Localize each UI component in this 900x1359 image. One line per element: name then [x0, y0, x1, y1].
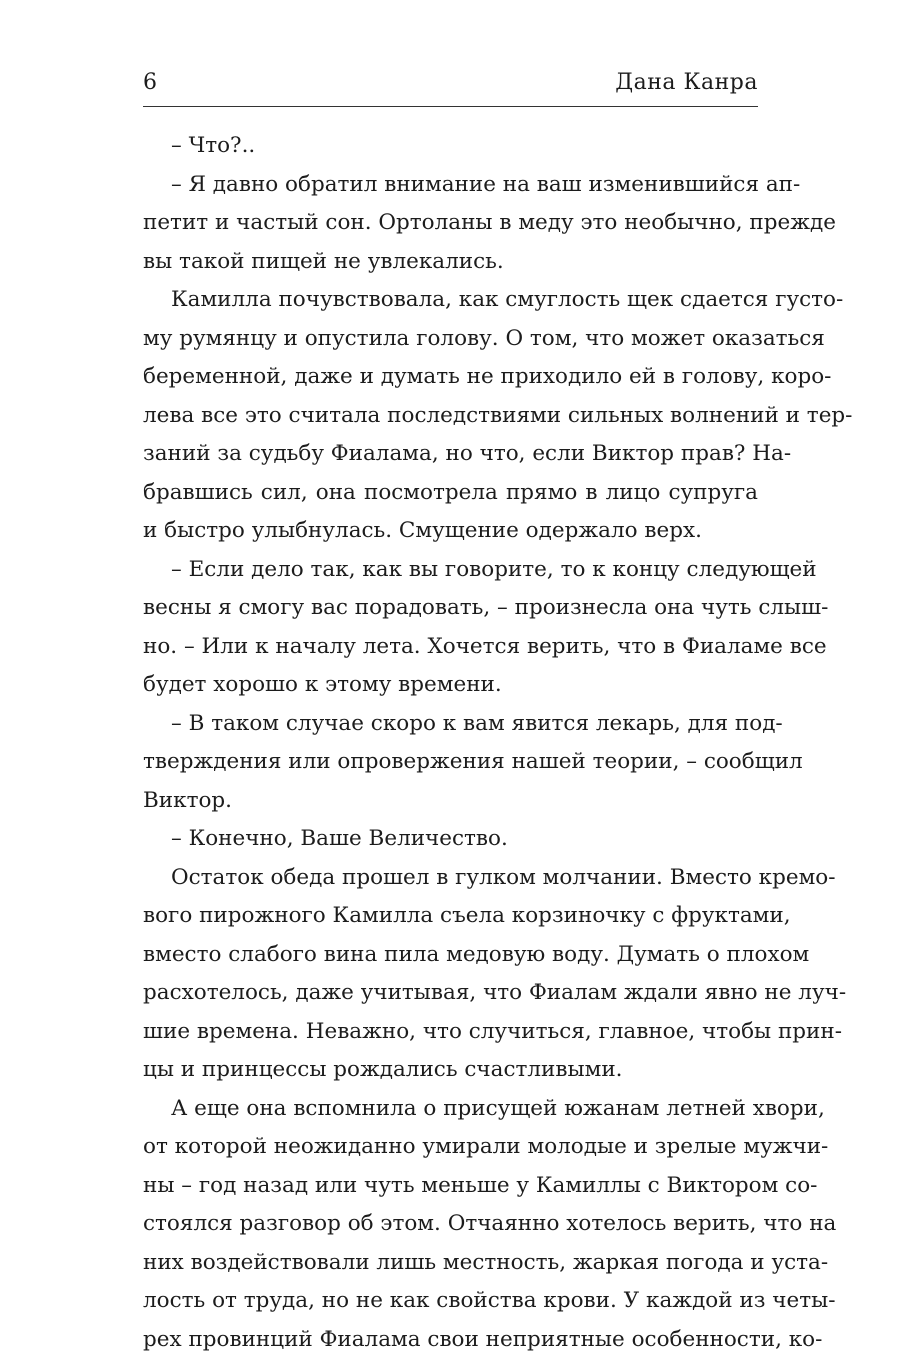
text-line: вместо слабого вина пила медовую воду. Думать о плохом [143, 936, 758, 975]
text-line: них воздействовали лишь местность, жаркая погода и уста- [143, 1244, 758, 1283]
text-line: Камилла почувствовала, как смуглость щек сдается густо- [143, 281, 758, 320]
text-line: вого пирожного Камилла съела корзиночку с фруктами, [143, 897, 758, 936]
running-title-author: Дана Канра [615, 70, 758, 95]
text-line: стоялся разговор об этом. Отчаянно хотелось верить, что на [143, 1205, 758, 1244]
text-line: А еще она вспомнила о присущей южанам летней хвори, [143, 1090, 758, 1129]
text-line: беременной, даже и думать не приходило ей в голову, коро- [143, 358, 758, 397]
text-line: расхотелось, даже учитывая, что Фиалам ждали явно не луч- [143, 974, 758, 1013]
text-line: петит и частый сон. Ортоланы в меду это необычно, прежде [143, 204, 758, 243]
text-line: весны я смогу вас порадовать, – произнесла она чуть слыш- [143, 589, 758, 628]
text-line: му румянцу и опустила голову. О том, что может оказаться [143, 320, 758, 359]
text-line: вы такой пищей не увлекались. [143, 243, 758, 282]
page-number: 6 [143, 70, 157, 95]
text-line: бравшись сил, она посмотрела прямо в лицо супруга [143, 474, 758, 513]
text-line: – В таком случае скоро к вам явится лекарь, для под- [143, 705, 758, 744]
text-line: лева все это считала последствиями сильных волнений и тер- [143, 397, 758, 436]
text-line: – Я давно обратил внимание на ваш изменившийся ап- [143, 166, 758, 205]
body-text [143, 127, 758, 1359]
text-line: тверждения или опровержения нашей теории, – сообщил [143, 743, 758, 782]
text-line: – Если дело так, как вы говорите, то к концу следующей [143, 551, 758, 590]
text-line: – Конечно, Ваше Величество. [143, 820, 758, 859]
text-line: шие времена. Неважно, что случиться, главное, чтобы прин- [143, 1013, 758, 1052]
header-rule [143, 106, 758, 107]
text-line: рех провинций Фиалама свои неприятные особенности, ко- [143, 1321, 758, 1359]
text-line: заний за судьбу Фиалама, но что, если Виктор прав? На- [143, 435, 758, 474]
text-line: – Что?.. [143, 127, 758, 166]
text-line: от которой неожиданно умирали молодые и зрелые мужчи- [143, 1128, 758, 1167]
text-line: ны – год назад или чуть меньше у Камиллы с Виктором со- [143, 1167, 758, 1206]
text-line: цы и принцессы рождались счастливыми. [143, 1051, 758, 1090]
text-line: Остаток обеда прошел в гулком молчании. Вместо кремо- [143, 859, 758, 898]
text-line: и быстро улыбнулась. Смущение одержало верх. [143, 512, 758, 551]
text-line: лость от труда, но не как свойства крови. У каждой из четы- [143, 1282, 758, 1321]
page-header [143, 66, 758, 98]
text-line: но. – Или к началу лета. Хочется верить, что в Фиаламе все [143, 628, 758, 667]
text-line: будет хорошо к этому времени. [143, 666, 758, 705]
text-line: Виктор. [143, 782, 758, 821]
